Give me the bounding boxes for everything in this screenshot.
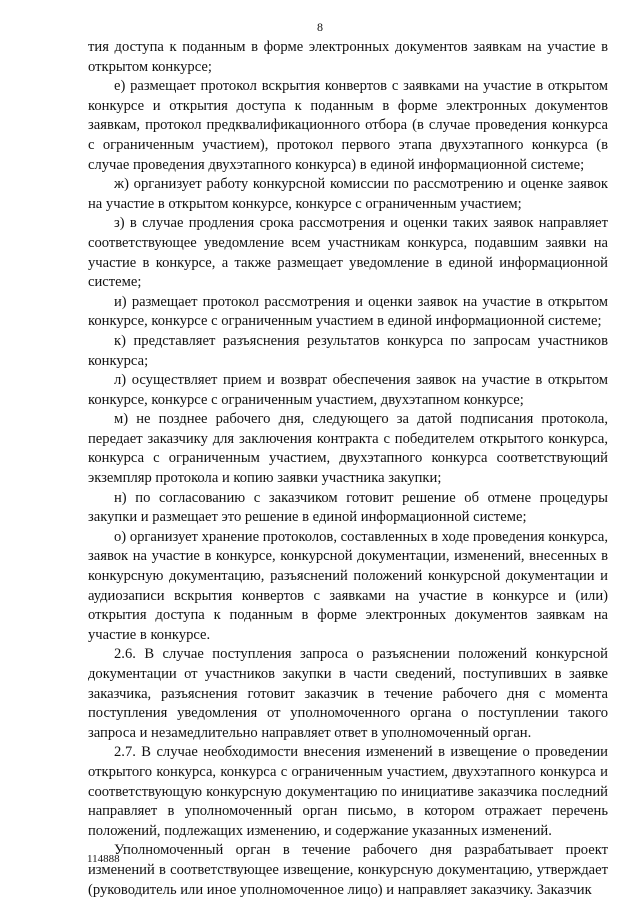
page-number: 8 [317, 20, 323, 34]
paragraph-o: о) организует хранение протоколов, составленных в ходе проведения конкурса, заявок на участие в конкурсе, конкурсной документации, изменений, внесенных в конкурсную документацию, разъяснений положений конкурсной документации и аудиозаписи вскрытия конвертов с заявками на участие в конкурсе и (или) открытия доступа к поданным в форме электронных документов заявкам на участие в конкурсе. [88, 528, 608, 643]
paragraph-z: з) в случае продления срока рассмотрения и оценки таких заявок направляет соответствующее уведомление всем участникам конкурса, подавшим заявки на участие в конкурсе, а также размещает уведомление в единой информационной системе; [88, 215, 608, 291]
paragraph-2-6: 2.6. В случае поступления запроса о разъяснении положений конкурсной документации от участников закупки в части сведений, поступивших в заявке заказчика, разъяснения готовит заказчик в течение рабочего дня с момента поступления уведомления от уполномоченного органа о поступлении такого запроса и незамедлительно направляет ответ в уполномоченный орган. [88, 646, 608, 741]
paragraph-continuation: тия доступа к поданным в форме электронных документов заявкам на участие в открытом конкурсе; [88, 39, 608, 75]
paragraph-2-7: 2.7. В случае необходимости внесения изменений в извещение о проведении открытого конкурса, конкурса с ограниченным участием, двухэтапного конкурса и соответствующую конкурсную документацию по инициативе заказчика последний направляет в уполномоченный орган письмо, в котором отражает перечень положений, подлежащих изменению, и содержание указанных изменений. [88, 744, 608, 839]
paragraph-n: н) по согласованию с заказчиком готовит решение об отмене процедуры закупки и размещает это решение в единой информационной системе; [88, 489, 608, 526]
paragraph-authority: Уполномоченный орган в течение рабочего дня разрабатывает проект изменений в соответствующее извещение, конкурсную документацию, утверждает (руководитель или иное уполномоченное лицо) и направляет заказчику. Заказчик [88, 842, 608, 898]
paragraph-k: к) представляет разъяснения результатов конкурса по запросам участников конкурса; [88, 332, 608, 369]
paragraph-e: е) размещает протокол вскрытия конвертов с заявками на участие в открытом конкурсе и открытия доступа к поданным в форме электронных документов заявкам, протокол предквалификационного отбора (в случае проведения конкурса с ограниченным участием), протокол первого этапа двухэтапного конкурса (в случае проведения двухэтапного конкурса) в единой информационной системе; [88, 78, 608, 173]
footer-document-code: 114888 [87, 853, 120, 865]
paragraph-i: и) размещает протокол рассмотрения и оценки заявок на участие в открытом конкурсе, конкурсе с ограниченным участием в единой информационной системе; [88, 293, 608, 330]
paragraph-zh: ж) организует работу конкурсной комиссии по рассмотрению и оценке заявок на участие в открытом конкурсе, конкурсе с ограниченным участием; [88, 176, 608, 212]
paragraph-l: л) осуществляет прием и возврат обеспечения заявок на участие в открытом конкурсе, конкурсе с ограниченным участием, двухэтапном конкурсе; [88, 372, 608, 408]
paragraph-m: м) не позднее рабочего дня, следующего за датой подписания протокола, передает заказчику для заключения контракта с победителем открытого конкурса, конкурса с ограниченным участием, двухэтапного конкурса соответствующий экземпляр протокола и копию заявки участника закупки; [88, 411, 608, 487]
document-body [88, 38, 608, 900]
